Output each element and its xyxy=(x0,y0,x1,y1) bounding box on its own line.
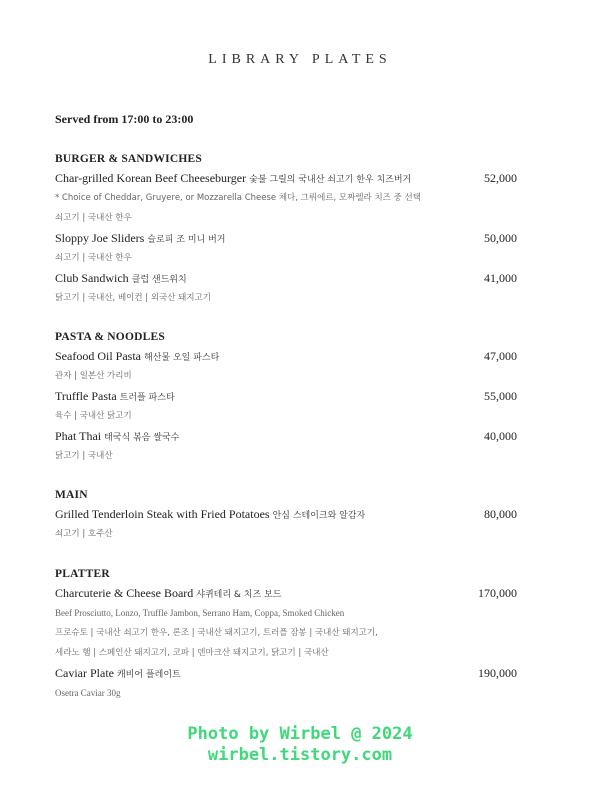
item-name: Seafood Oil Pasta xyxy=(55,349,141,363)
item-note: Osetra Caviar 30g xyxy=(55,688,121,698)
section-platter xyxy=(55,565,517,703)
menu-item xyxy=(55,268,517,288)
menu-item xyxy=(55,583,517,603)
item-note: * Choice of Cheddar, Gruyere, or Mozzarella Cheese 체다, 그뤼에르, 모짜렐라 치즈 중 선택 xyxy=(55,193,421,203)
section-title: PASTA & NOODLES xyxy=(55,331,165,343)
item-price: 52,000 xyxy=(484,171,517,185)
menu-item xyxy=(55,386,517,406)
item-price: 50,000 xyxy=(484,231,517,245)
item-origin: 닭고기 | 국내산, 베이컨 | 외국산 돼지고기 xyxy=(55,293,212,303)
section-title: BURGER & SANDWICHES xyxy=(55,153,202,165)
item-korean-name: 클럽 샌드위치 xyxy=(131,275,187,285)
item-korean-name: 숯불 그릴의 국내산 쇠고기 한우 치즈버거 xyxy=(249,175,412,185)
menu-item xyxy=(55,663,517,683)
item-price: 55,000 xyxy=(484,389,517,403)
item-name: Caviar Plate xyxy=(55,666,114,680)
item-origin: 쇠고기 | 국내산 한우 xyxy=(55,253,132,263)
menu-item xyxy=(55,168,517,188)
item-name: Sloppy Joe Sliders xyxy=(55,231,145,245)
item-note: Beef Prosciutto, Lonzo, Truffle Jambon, Serrano Ham, Coppa, Smoked Chicken xyxy=(55,608,345,618)
menu-item xyxy=(55,228,517,248)
item-price: 190,000 xyxy=(478,666,517,680)
section-title: PLATTER xyxy=(55,568,110,580)
item-origin: 쇠고기 | 호주산 xyxy=(55,529,113,539)
section-main xyxy=(55,486,517,544)
watermark-url: wirbel.tistory.com xyxy=(207,745,393,765)
item-name: Club Sandwich xyxy=(55,271,129,285)
section-pasta-noodles xyxy=(55,328,517,466)
item-origin: 세라노 햄 | 스페인산 돼지고기, 코파 | 덴마크산 돼지고기, 닭고기 | 국내산 xyxy=(55,648,329,658)
menu-item xyxy=(55,346,517,366)
section-title: MAIN xyxy=(55,489,88,501)
item-korean-name: 캐비어 플레이트 xyxy=(116,670,181,680)
serving-hours: Served from 17:00 to 23:00 xyxy=(55,112,194,126)
item-price: 170,000 xyxy=(478,586,517,600)
item-origin: 관자 | 일본산 가리비 xyxy=(55,371,132,381)
item-origin: 육수 | 국내산 닭고기 xyxy=(55,411,132,421)
item-korean-name: 안심 스테이크와 알감자 xyxy=(272,511,366,521)
item-price: 80,000 xyxy=(484,507,517,521)
item-korean-name: 해산물 오일 파스타 xyxy=(144,353,220,363)
section-burger-sandwiches xyxy=(55,150,517,308)
item-name: Phat Thai xyxy=(55,429,102,443)
watermark-credit: Photo by Wirbel @ 2024 xyxy=(187,724,413,744)
item-origin: 프로슈토 | 국내산 쇠고기 한우, 론조 | 국내산 돼지고기, 트러플 잠봉 | 국내산 돼지고기, xyxy=(55,628,378,638)
item-price: 41,000 xyxy=(484,271,517,285)
item-origin: 쇠고기 | 국내산 한우 xyxy=(55,213,132,223)
item-origin: 닭고기 | 국내산 xyxy=(55,451,113,461)
page-title: LIBRARY PLATES xyxy=(208,52,392,67)
item-korean-name: 트러플 파스타 xyxy=(119,393,175,403)
item-name: Truffle Pasta xyxy=(55,389,117,403)
item-korean-name: 슬로피 조 미니 버거 xyxy=(147,235,226,245)
item-price: 40,000 xyxy=(484,429,517,443)
item-price: 47,000 xyxy=(484,349,517,363)
item-name: Grilled Tenderloin Steak with Fried Potatoes xyxy=(55,507,270,521)
menu-item xyxy=(55,426,517,446)
item-korean-name: 태국식 볶음 쌀국수 xyxy=(104,433,180,443)
item-name: Charcuterie & Cheese Board xyxy=(55,586,194,600)
menu-item xyxy=(55,504,517,524)
item-name: Char-grilled Korean Beef Cheeseburger xyxy=(55,171,247,185)
item-korean-name: 샤퀴테리 & 치즈 보드 xyxy=(196,590,282,600)
